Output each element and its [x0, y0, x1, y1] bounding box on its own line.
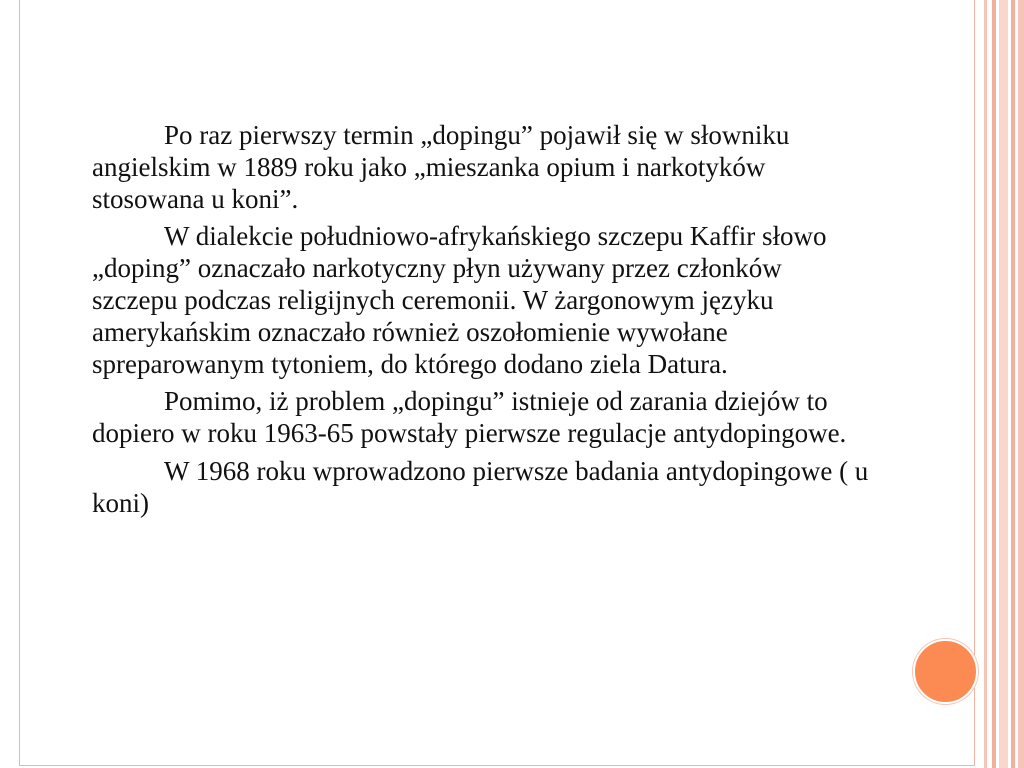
orange-circle-decoration — [913, 639, 978, 704]
paragraph-3: Pomimo, iż problem „dopingu” istnieje od zarania dziejów to dopiero w roku 1963-65 powstały pierwsze regulacje antydopingowe. — [92, 386, 847, 449]
paragraph-1: Po raz pierwszy termin „dopingu” pojawił się w słowniku angielskim w 1889 roku jako „mieszanka opium i narkotyków stosowana u koni”. — [92, 120, 790, 214]
slide-body — [92, 120, 872, 526]
stripe-4 — [1011, 0, 1015, 768]
stripe-1 — [984, 0, 987, 768]
stripe-5 — [1018, 0, 1024, 768]
stripe-2 — [992, 0, 996, 768]
paragraph-2: W dialekcie południowo-afrykańskiego szczepu Kaffir słowo „doping” oznaczało narkotyczny płyn używany przez członków szczepu podczas religijnych ceremonii. W żargonowym języku amerykańskim oznaczało również oszołomienie wywołane spreparowanym tytoniem, do którego dodano ziela Datura. — [92, 221, 827, 379]
decorative-stripes — [984, 0, 1024, 768]
paragraph-4: W 1968 roku wprowadzono pierwsze badania antydopingowe ( u koni) — [92, 455, 869, 518]
stripe-3 — [999, 0, 1008, 768]
